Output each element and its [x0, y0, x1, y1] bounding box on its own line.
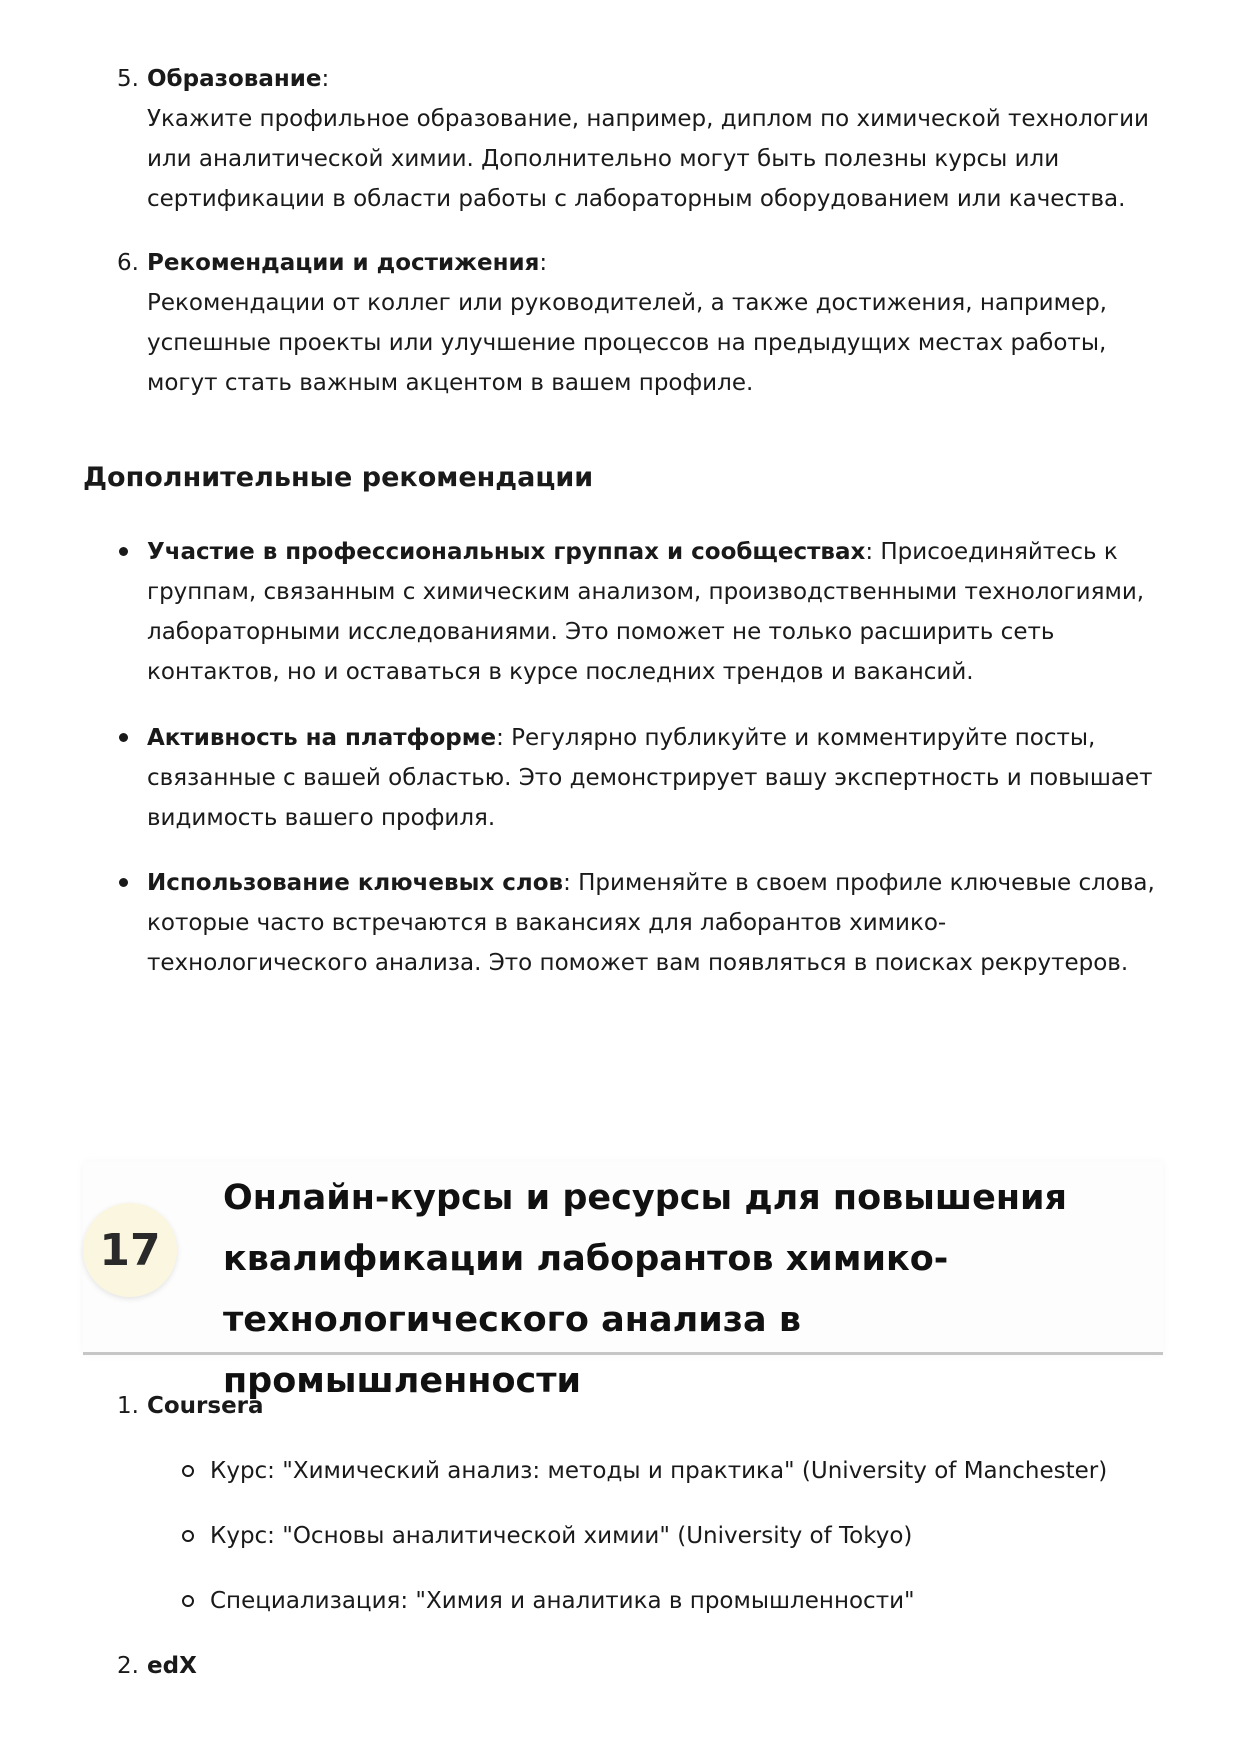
resource-sub-item-text: Специализация: "Химия и аналитика в промышленности"	[210, 1588, 915, 1614]
list-item-education	[117, 59, 1157, 219]
resource-sub-item	[210, 1516, 912, 1556]
resource-title: edX	[147, 1653, 197, 1679]
resource-sub-item-text: Курс: "Основы аналитической химии" (University of Tokyo)	[210, 1523, 913, 1549]
chapter-title: Онлайн-курсы и ресурсы для повышения квалификации лаборантов химико-технологического анализа в промышленности	[223, 1178, 1067, 1401]
bullet-item	[147, 532, 1163, 692]
bullet-title: Активность на платформе	[147, 725, 497, 751]
list-item-title: Образование	[147, 66, 322, 92]
bullet-text: : Применяйте в своем профиле ключевые слова, которые часто встречаются в вакансиях для лаборантов химико-технологического анализа. Это поможет вам появляться в поисках рекрутеров.	[147, 870, 1155, 976]
circle-bullet-icon	[182, 1465, 194, 1477]
list-item-colon: :	[321, 66, 330, 92]
resource-heading-coursera	[117, 1386, 264, 1426]
list-item-body: Укажите профильное образование, например, диплом по химической технологии или аналитической химии. Дополнительно могут быть полезны курсы или сертификации в области работы с лабораторным оборудованием или качества.	[147, 106, 1150, 212]
resource-heading-edx	[117, 1646, 197, 1686]
list-item-body: Рекомендации от коллег или руководителей, а также достижения, например, успешные проекты или улучшение процессов на предыдущих местах работы, могут стать важным акцентом в вашем профиле.	[147, 290, 1107, 396]
bullet-title: Использование ключевых слов	[147, 870, 564, 896]
resource-sub-item-text: Курс: "Химический анализ: методы и практика" (University of Manchester)	[210, 1458, 1108, 1484]
resource-sub-item	[210, 1581, 915, 1621]
bullet-text: : Присоединяйтесь к группам, связанным с химическим анализом, производственными технологиями, лабораторными исследованиями. Это поможет не только расширить сеть контактов, но и оставаться в курсе последних трендов и вакансий.	[147, 539, 1145, 685]
list-item-title: Рекомендации и достижения	[147, 250, 540, 276]
section-heading: Дополнительные рекомендации	[83, 462, 594, 493]
list-item-colon: :	[539, 250, 548, 276]
resource-sub-item	[210, 1451, 1107, 1491]
chapter-number-badge: 17	[83, 1203, 177, 1297]
bullet-icon	[119, 733, 128, 742]
chapter-header	[83, 1162, 1163, 1401]
list-item-number: 6.	[117, 250, 139, 276]
bullet-text: : Регулярно публикуйте и комментируйте посты, связанные с вашей областью. Это демонстрирует вашу экспертность и повышает видимость вашего профиля.	[147, 725, 1153, 831]
list-item-recommendations	[117, 243, 1157, 403]
circle-bullet-icon	[182, 1530, 194, 1542]
resource-number: 1.	[117, 1393, 139, 1419]
bullet-icon	[119, 547, 128, 556]
resource-title: Coursera	[147, 1393, 264, 1419]
list-item-number: 5.	[117, 66, 139, 92]
circle-bullet-icon	[182, 1595, 194, 1607]
bullet-title: Участие в профессиональных группах и сообществах	[147, 539, 866, 565]
bullet-icon	[119, 878, 128, 887]
resource-number: 2.	[117, 1653, 139, 1679]
bullet-item	[147, 863, 1163, 983]
bullet-item	[147, 718, 1163, 838]
